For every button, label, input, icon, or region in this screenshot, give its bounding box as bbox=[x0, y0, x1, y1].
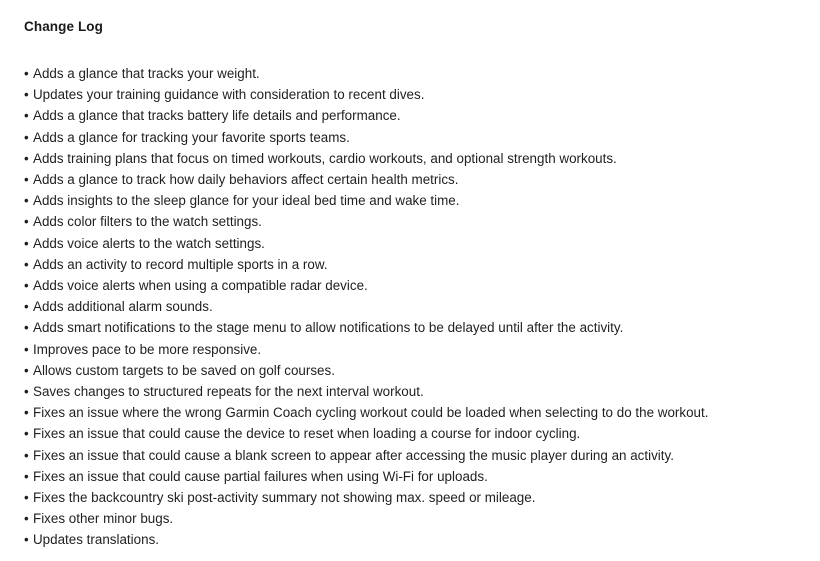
list-item bbox=[24, 148, 796, 169]
bullet-icon: • bbox=[24, 511, 29, 527]
bullet-icon: • bbox=[24, 235, 29, 251]
page-title: Change Log bbox=[24, 19, 103, 34]
list-item bbox=[24, 339, 796, 360]
list-item-label: Updates translations. bbox=[33, 532, 160, 548]
list-item bbox=[24, 466, 796, 487]
bullet-icon: • bbox=[24, 66, 29, 81]
list-item-label: Fixes an issue that could cause the device to reset when loading a course for indoor cycling. bbox=[33, 426, 581, 442]
bullet-icon: • bbox=[24, 320, 29, 336]
bullet-icon: • bbox=[24, 193, 29, 209]
list-item-label: Fixes other minor bugs. bbox=[33, 511, 174, 527]
list-item-label: Adds voice alerts when using a compatible radar device. bbox=[33, 278, 368, 294]
changelog-list bbox=[24, 63, 796, 551]
list-item-label: Adds voice alerts to the watch settings. bbox=[33, 235, 265, 251]
list-item-label: Updates your training guidance with consideration to recent dives. bbox=[33, 87, 425, 103]
list-item bbox=[24, 487, 796, 508]
list-item bbox=[24, 105, 796, 126]
list-item-label: Adds additional alarm sounds. bbox=[33, 299, 213, 315]
bullet-icon: • bbox=[24, 299, 29, 315]
bullet-icon: • bbox=[24, 129, 29, 145]
bullet-icon: • bbox=[24, 108, 29, 124]
list-item-label: Adds a glance that tracks your weight. bbox=[33, 66, 260, 81]
list-item bbox=[24, 84, 796, 105]
list-item bbox=[24, 508, 796, 529]
list-item-label: Adds training plans that focus on timed workouts, cardio workouts, and optional strength workouts. bbox=[33, 150, 617, 166]
list-item bbox=[24, 169, 796, 190]
bullet-icon: • bbox=[24, 468, 29, 484]
list-item bbox=[24, 63, 796, 84]
list-item bbox=[24, 296, 796, 317]
bullet-icon: • bbox=[24, 362, 29, 378]
list-item-label: Adds a glance to track how daily behaviors affect certain health metrics. bbox=[33, 172, 459, 188]
list-item bbox=[24, 423, 796, 444]
list-item bbox=[24, 233, 796, 254]
bullet-icon: • bbox=[24, 405, 29, 421]
list-item-label: Allows custom targets to be saved on golf courses. bbox=[33, 362, 335, 378]
list-item bbox=[24, 211, 796, 232]
list-item bbox=[24, 127, 796, 148]
list-item-label: Saves changes to structured repeats for the next interval workout. bbox=[33, 384, 424, 400]
list-item bbox=[24, 254, 796, 275]
list-item bbox=[24, 402, 796, 423]
list-item-label: Adds a glance for tracking your favorite sports teams. bbox=[33, 129, 350, 145]
bullet-icon: • bbox=[24, 150, 29, 166]
bullet-icon: • bbox=[24, 341, 29, 357]
list-item-label: Fixes the backcountry ski post-activity summary not showing max. speed or mileage. bbox=[33, 490, 536, 506]
list-item bbox=[24, 190, 796, 211]
list-item bbox=[24, 445, 796, 466]
list-item-label: Adds insights to the sleep glance for your ideal bed time and wake time. bbox=[33, 193, 460, 209]
list-item-label: Fixes an issue where the wrong Garmin Coach cycling workout could be loaded when selecting to do the workout. bbox=[33, 405, 709, 421]
list-item bbox=[24, 381, 796, 402]
bullet-icon: • bbox=[24, 87, 29, 103]
list-item bbox=[24, 360, 796, 381]
bullet-icon: • bbox=[24, 384, 29, 400]
bullet-icon: • bbox=[24, 278, 29, 294]
list-item-label: Fixes an issue that could cause a blank screen to appear after accessing the music player during an activity. bbox=[33, 447, 674, 463]
list-item bbox=[24, 317, 796, 338]
list-item-label: Fixes an issue that could cause partial failures when using Wi-Fi for uploads. bbox=[33, 468, 488, 484]
bullet-icon: • bbox=[24, 214, 29, 230]
list-item-label: Adds color filters to the watch settings. bbox=[33, 214, 262, 230]
list-item-label: Improves pace to be more responsive. bbox=[33, 341, 262, 357]
bullet-icon: • bbox=[24, 426, 29, 442]
bullet-icon: • bbox=[24, 256, 29, 272]
bullet-icon: • bbox=[24, 172, 29, 188]
list-item bbox=[24, 529, 796, 550]
list-item-label: Adds smart notifications to the stage menu to allow notifications to be delayed until after the activity. bbox=[33, 320, 624, 336]
bullet-icon: • bbox=[24, 447, 29, 463]
list-item bbox=[24, 275, 796, 296]
bullet-icon: • bbox=[24, 490, 29, 506]
list-item-label: Adds an activity to record multiple sports in a row. bbox=[33, 256, 328, 272]
list-item-label: Adds a glance that tracks battery life details and performance. bbox=[33, 108, 401, 124]
bullet-icon: • bbox=[24, 532, 29, 548]
